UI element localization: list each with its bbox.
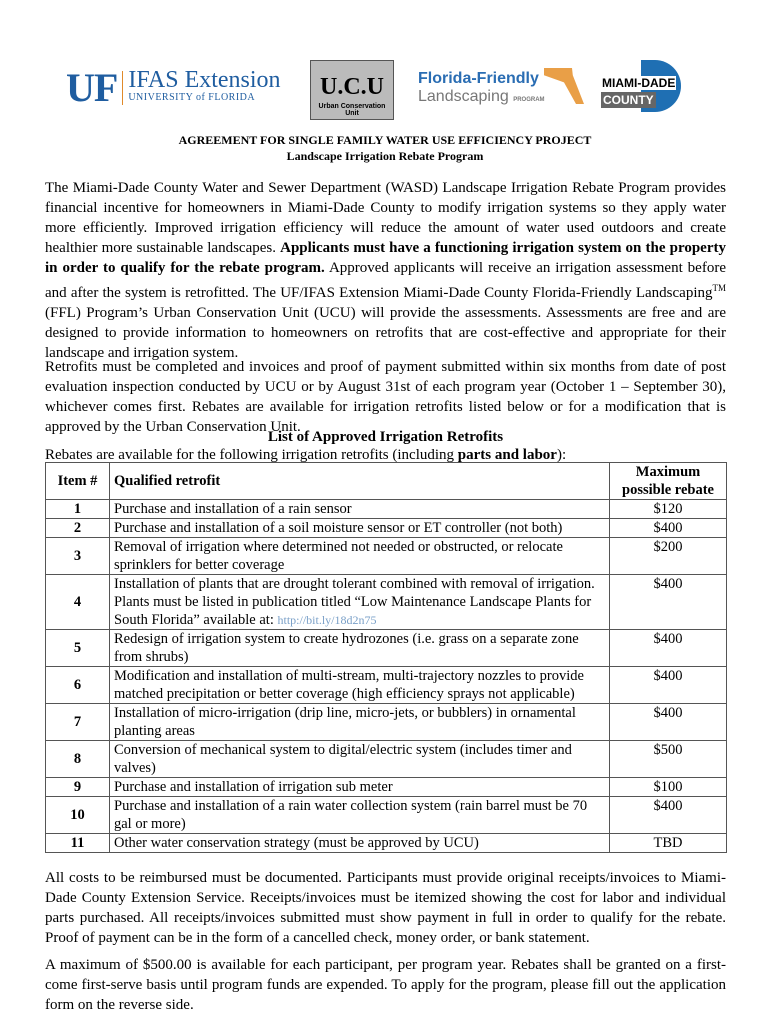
table-row bbox=[46, 500, 727, 519]
md-text-1: MIAMI-DADE bbox=[602, 76, 676, 90]
document-title: AGREEMENT FOR SINGLE FAMILY WATER USE EFFICIENCY PROJECT bbox=[178, 133, 592, 147]
description-text: Other water conservation strategy (must be approved by UCU) bbox=[114, 835, 479, 851]
rebate-amount: $400 bbox=[610, 704, 727, 741]
item-number: 1 bbox=[46, 500, 110, 519]
rebate-amount: $120 bbox=[610, 500, 727, 519]
miami-dade-logo bbox=[601, 60, 703, 116]
table-row bbox=[46, 630, 727, 667]
table-row bbox=[46, 704, 727, 741]
rebate-amount: $200 bbox=[610, 538, 727, 575]
retrofit-description bbox=[110, 519, 610, 538]
ffl-text-2: Landscaping bbox=[418, 88, 509, 105]
description-text: Purchase and installation of a soil moisture sensor or ET controller (not both) bbox=[114, 520, 563, 536]
intro-paragraph bbox=[45, 178, 726, 363]
item-number: 8 bbox=[46, 741, 110, 778]
retrofit-description bbox=[110, 834, 610, 853]
ifas-text: IFAS Extension bbox=[128, 67, 281, 93]
text: Approved applicants will receive an irrigation assessment before and after the system is retrofitted. The UF/IFAS Extension Miami-Dade County Florida-Friendly Landscaping bbox=[45, 260, 726, 301]
header-retrofit: Qualified retrofit bbox=[110, 463, 610, 500]
retrofit-description bbox=[110, 575, 610, 630]
table-row bbox=[46, 778, 727, 797]
uf-mark: UF bbox=[66, 65, 118, 110]
bold-text: Applicants must have a functioning irrigation system on the property in order to qualify for the rebate program. bbox=[45, 240, 726, 276]
ucu-logo bbox=[310, 60, 394, 120]
rebate-amount: $100 bbox=[610, 778, 727, 797]
retrofit-description bbox=[110, 741, 610, 778]
retrofit-table bbox=[45, 462, 727, 853]
maximum-paragraph: A maximum of $500.00 is available for each participant, per program year. Rebates shall be granted on a first-come first-serve basis until program funds are expended. To apply for the program, please fill out the application form on the reverse side. bbox=[45, 957, 726, 1013]
description-text: Installation of micro-irrigation (drip line, micro-jets, or bubblers) in ornamental planting areas bbox=[114, 705, 576, 739]
ucu-text: U.C.U bbox=[320, 74, 384, 100]
uf-ifas-logo bbox=[66, 65, 281, 110]
retrofit-description bbox=[110, 538, 610, 575]
description-text: Purchase and installation of a rain water collection system (rain barrel must be 70 gal or more) bbox=[114, 798, 588, 832]
retrofit-description bbox=[110, 500, 610, 519]
text: ): bbox=[556, 447, 567, 463]
florida-map-icon bbox=[544, 68, 584, 104]
ffl-logo bbox=[418, 70, 545, 109]
item-number: 11 bbox=[46, 834, 110, 853]
table-row bbox=[46, 575, 727, 630]
description-text: Conversion of mechanical system to digital/electric system (includes timer and valves) bbox=[114, 742, 572, 776]
rebate-amount: TBD bbox=[610, 834, 727, 853]
ffl-text-3: PROGRAM bbox=[513, 97, 545, 103]
rebate-amount: $400 bbox=[610, 797, 727, 834]
table-row bbox=[46, 797, 727, 834]
retrofit-description bbox=[110, 778, 610, 797]
header-item: Item # bbox=[46, 463, 110, 500]
rebate-amount: $400 bbox=[610, 519, 727, 538]
table-row bbox=[46, 834, 727, 853]
rebate-amount: $400 bbox=[610, 630, 727, 667]
retrofit-description bbox=[110, 797, 610, 834]
rebate-amount: $400 bbox=[610, 667, 727, 704]
description-text: Installation of plants that are drought tolerant combined with removal of irrigation. Plants must be listed in publication titled “Low Maintenance Landscape Plants for South Florida” available at: bbox=[114, 576, 595, 628]
description-text: Removal of irrigation where determined not needed or obstructed, or relocate sprinklers for better coverage bbox=[114, 539, 563, 573]
item-number: 3 bbox=[46, 538, 110, 575]
trademark: TM bbox=[712, 283, 726, 293]
item-number: 2 bbox=[46, 519, 110, 538]
rebate-amount: $500 bbox=[610, 741, 727, 778]
item-number: 6 bbox=[46, 667, 110, 704]
item-number: 5 bbox=[46, 630, 110, 667]
university-text: UNIVERSITY of FLORIDA bbox=[128, 92, 256, 103]
item-number: 9 bbox=[46, 778, 110, 797]
description-text: Purchase and installation of irrigation sub meter bbox=[114, 779, 393, 795]
table-row bbox=[46, 519, 727, 538]
text: Rebates are available for the following irrigation retrofits (including bbox=[45, 447, 458, 463]
description-text: Redesign of irrigation system to create hydrozones (i.e. grass on a separate zone from shrubs) bbox=[114, 631, 579, 665]
logo-bar bbox=[66, 60, 706, 120]
table-row bbox=[46, 538, 727, 575]
rebate-amount: $400 bbox=[610, 575, 727, 630]
ffl-text-1: Florida-Friendly bbox=[418, 70, 539, 87]
publication-link[interactable]: http://bit.ly/18d2n75 bbox=[277, 613, 377, 627]
header-rebate: Maximum possible rebate bbox=[610, 463, 727, 500]
retrofit-description bbox=[110, 630, 610, 667]
document-subtitle: Landscape Irrigation Rebate Program bbox=[286, 149, 484, 163]
text: The Miami-Dade County Water and Sewer Department (WASD) Landscape Irrigation Rebate Program provides financial incentive for homeowners in Miami-Dade County to modify irrigation systems so they apply water more efficiently. Improved irrigation efficiency will reduce the amount of water used outdoors and create healthier more sustainable landscapes. bbox=[45, 180, 726, 256]
md-text-2: COUNTY bbox=[603, 93, 654, 107]
list-title: List of Approved Irrigation Retrofits bbox=[267, 429, 504, 445]
deadline-paragraph: Retrofits must be completed and invoices and proof of payment submitted within six months from date of post evaluation inspection conducted by UCU or by August 31st of each program year (October 1 – September 30), whichever comes first. Rebates are available for irrigation retrofits listed below or for a modification that is approved by the Urban Conservation Unit. bbox=[45, 359, 726, 435]
table-row bbox=[46, 741, 727, 778]
document-header bbox=[0, 132, 770, 164]
description-text: Purchase and installation of a rain sensor bbox=[114, 501, 352, 517]
item-number: 4 bbox=[46, 575, 110, 630]
table-header-row bbox=[46, 463, 727, 500]
description-text: Modification and installation of multi-stream, multi-trajectory nozzles to provide matched precipitation or better coverage (high efficiency sprays not applicable) bbox=[114, 668, 584, 702]
table-row bbox=[46, 667, 727, 704]
retrofit-description bbox=[110, 667, 610, 704]
costs-paragraph: All costs to be reimbursed must be documented. Participants must provide original receipts/invoices to Miami-Dade County Extension Service. Receipts/invoices must be itemized showing the cost for labor and individual parts purchased. All receipts/invoices submitted must show payment in full in order to qualify for the rebate. Proof of payment can be in the form of a cancelled check, money order, or bank statement. bbox=[45, 870, 726, 946]
ucu-subtext: Urban Conservation Unit bbox=[318, 103, 386, 117]
item-number: 10 bbox=[46, 797, 110, 834]
text: (FFL) Program’s Urban Conservation Unit (UCU) will provide the assessments. Assessments are free and are designed to provide information to homeowners on retrofits that are cost-effective and appropriate for their landscape and irrigation system. bbox=[45, 305, 726, 361]
item-number: 7 bbox=[46, 704, 110, 741]
retrofit-description bbox=[110, 704, 610, 741]
bold-text: parts and labor bbox=[457, 447, 557, 463]
